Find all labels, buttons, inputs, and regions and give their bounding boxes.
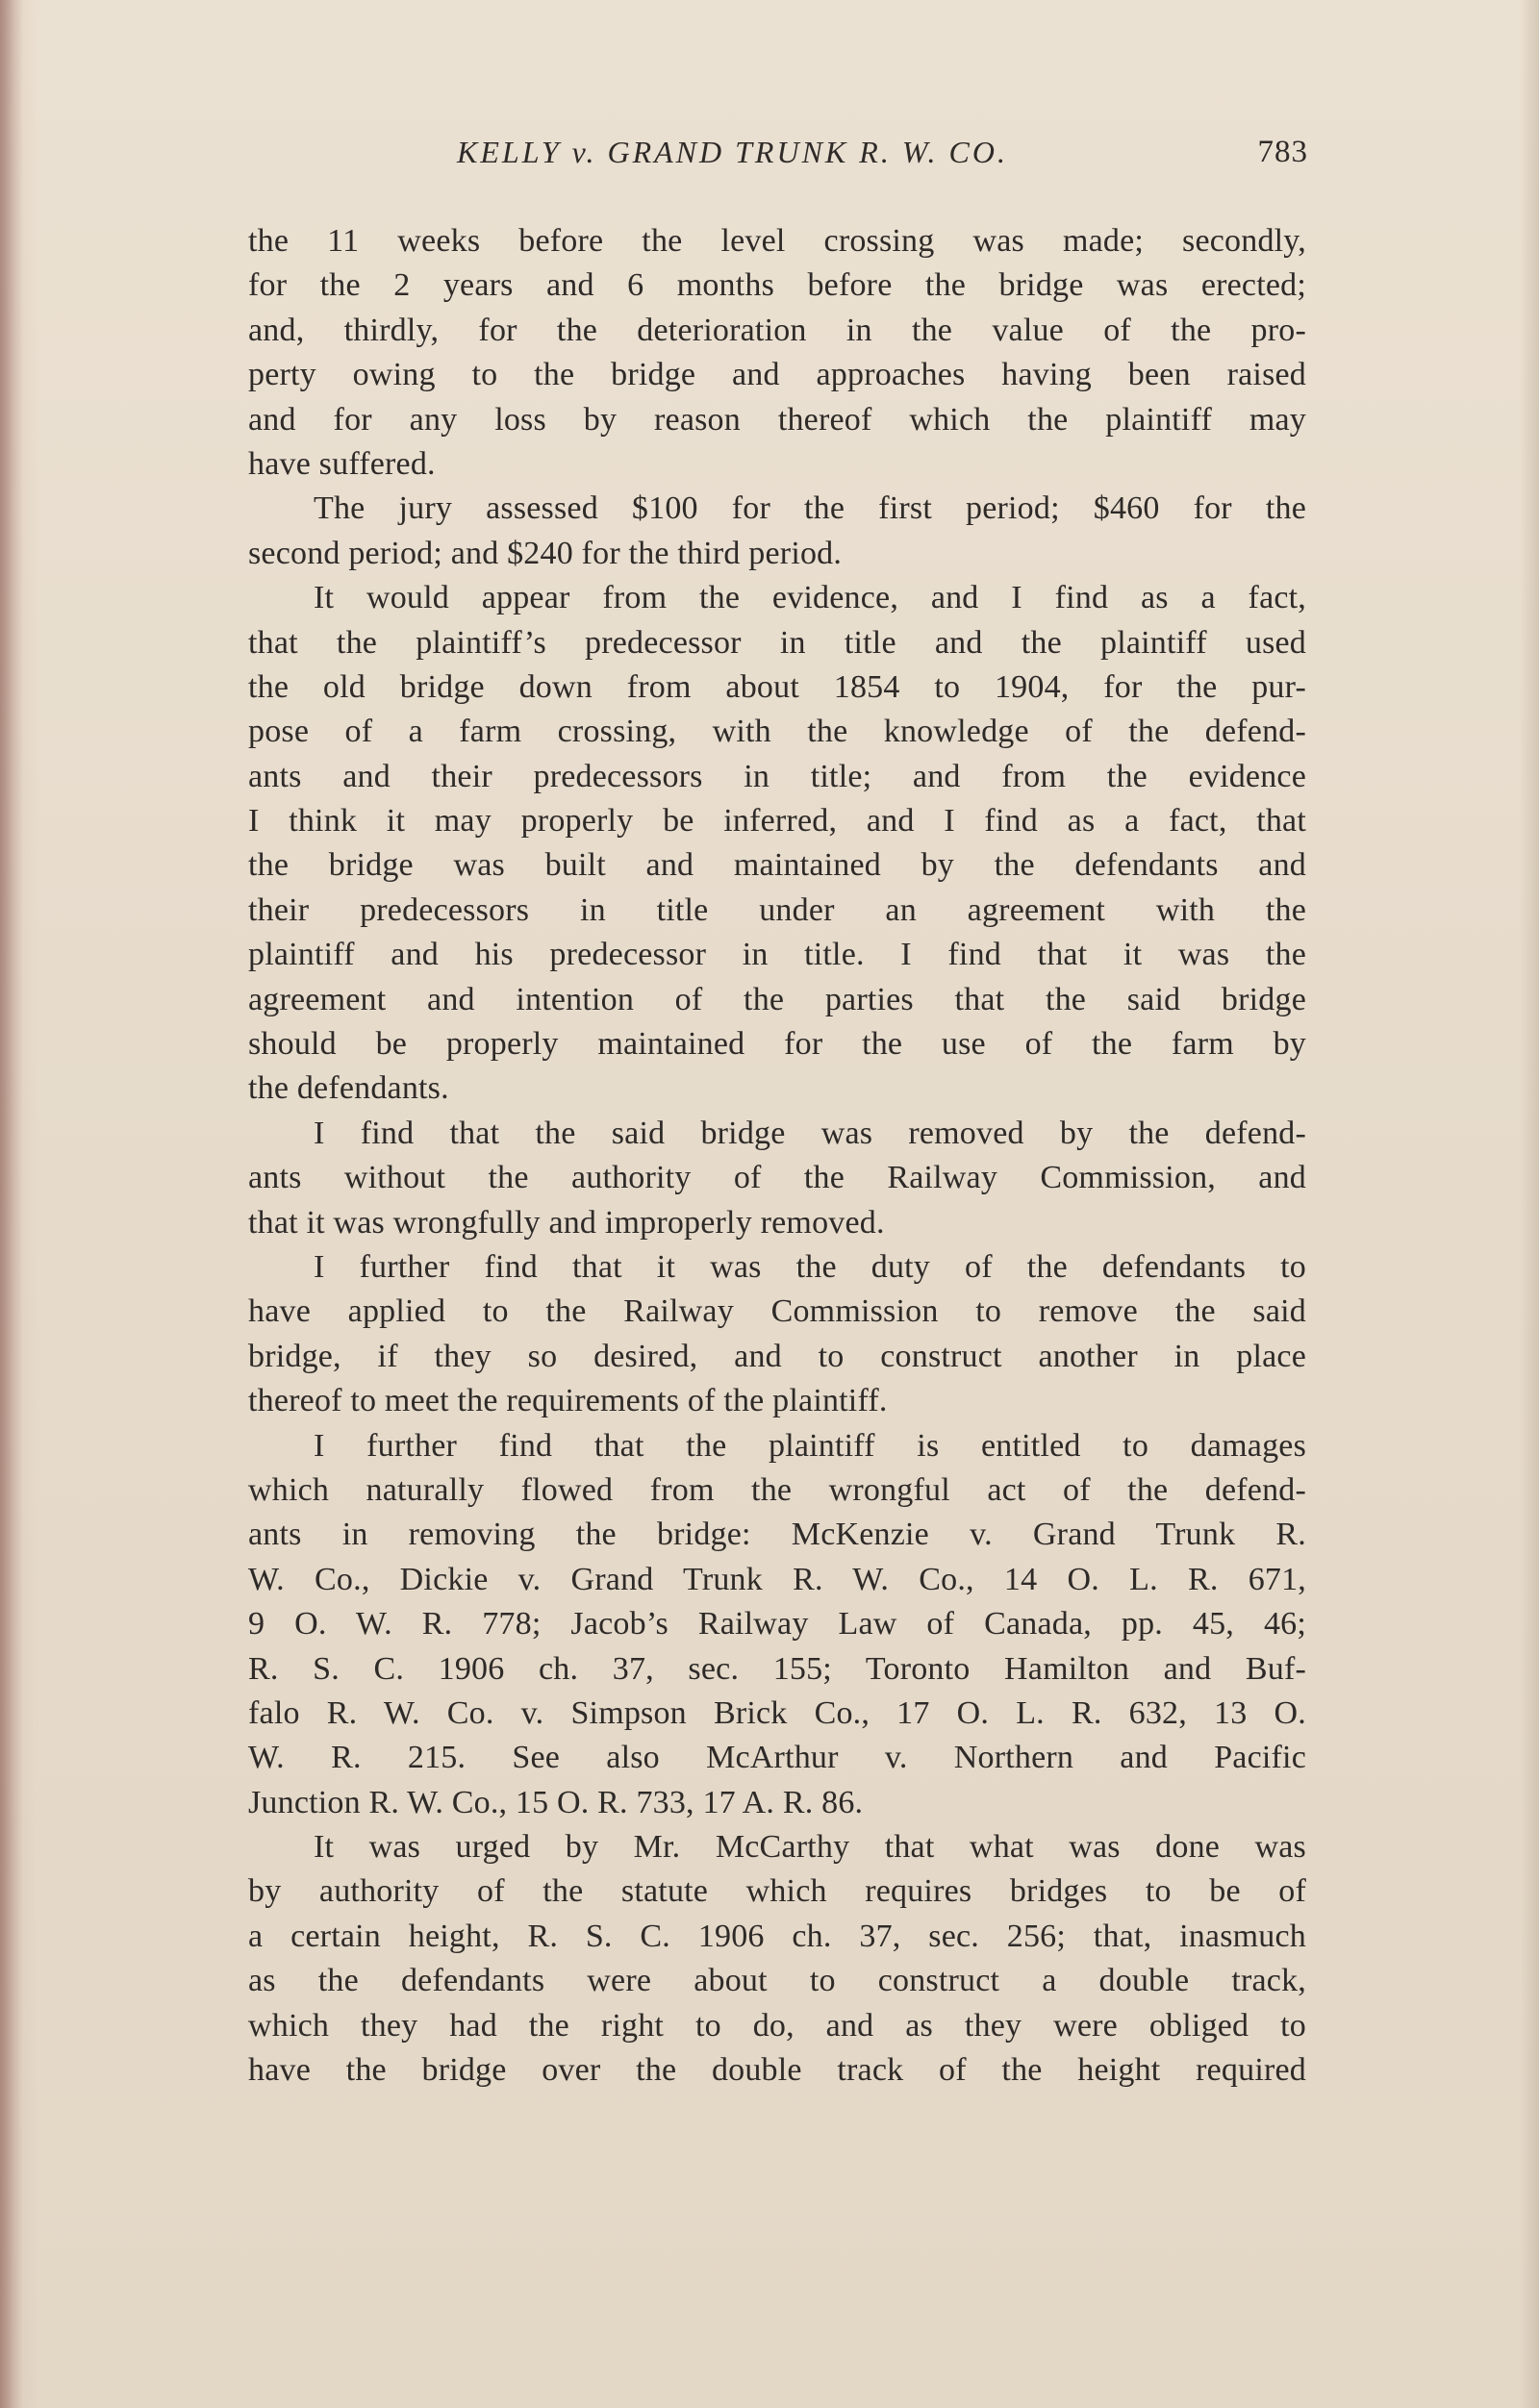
text-line: have suffered. (248, 445, 436, 482)
page-edge-shadow (1520, 0, 1539, 2408)
text-line: by authority of the statute which requires bridges to be of (248, 1873, 1306, 1910)
body-text (248, 219, 1306, 2093)
text-line: have the bridge over the double track of the height required (248, 2052, 1306, 2089)
running-header (250, 135, 1308, 183)
text-line: should be properly maintained for the use of the farm by (248, 1026, 1306, 1063)
text-line: a certain height, R. S. C. 1906 ch. 37, sec. 256; that, inasmuch (248, 1918, 1306, 1954)
page-number: 783 (1257, 135, 1308, 169)
text-line: their predecessors in title under an agreement with the (248, 891, 1306, 928)
text-line: bridge, if they so desired, and to construct another in place (248, 1338, 1306, 1374)
text-line: second period; and $240 for the third period. (248, 535, 843, 571)
text-line: The jury assessed $100 for the first period; $460 for the (314, 490, 1306, 527)
text-line: It was urged by Mr. McCarthy that what was done was (314, 1829, 1306, 1866)
text-line: the old bridge down from about 1854 to 1904, for the pur- (248, 668, 1306, 705)
text-line: and for any loss by reason thereof which the plaintiff may (248, 401, 1306, 438)
text-line: I find that the said bridge was removed by the defend- (314, 1115, 1306, 1151)
text-line: falo R. W. Co. v. Simpson Brick Co., 17 O. L. R. 632, 13 O. (248, 1694, 1306, 1731)
text-line: ants in removing the bridge: McKenzie v. Grand Trunk R. (248, 1517, 1306, 1553)
text-line: which they had the right to do, and as they were obliged to (248, 2007, 1306, 2044)
text-line: W. R. 215. See also McArthur v. Northern and Pacific (248, 1740, 1306, 1776)
text-line: the bridge was built and maintained by the defendants and (248, 847, 1306, 884)
text-line: ants without the authority of the Railway Commission, and (248, 1160, 1306, 1196)
text-line: as the defendants were about to construct a double track, (248, 1963, 1306, 1999)
text-line: I think it may properly be inferred, and I find as a fact, that (248, 803, 1306, 840)
text-line: thereof to meet the requirements of the plaintiff. (248, 1383, 888, 1419)
text-line: I further find that the plaintiff is entitled to damages (314, 1427, 1306, 1464)
text-line: and, thirdly, for the deterioration in the value of the pro- (248, 312, 1306, 348)
text-line: pose of a farm crossing, with the knowledge of the defend- (248, 714, 1306, 750)
text-line: W. Co., Dickie v. Grand Trunk R. W. Co., 14 O. L. R. 671, (248, 1561, 1306, 1597)
text-line: It would appear from the evidence, and I find as a fact, (314, 580, 1306, 616)
text-line: ants and their predecessors in title; and from the evidence (248, 758, 1306, 794)
page-gutter-shadow (0, 0, 23, 2408)
text-line: which naturally flowed from the wrongful act of the defend- (248, 1471, 1306, 1508)
text-line: have applied to the Railway Commission to remove the said (248, 1293, 1306, 1330)
text-line: that it was wrongfully and improperly removed. (248, 1204, 885, 1241)
text-line: plaintiff and his predecessor in title. I find that it was the (248, 937, 1306, 973)
text-line: R. S. C. 1906 ch. 37, sec. 155; Toronto Hamilton and Buf- (248, 1650, 1306, 1687)
text-line: that the plaintiff’s predecessor in title and the plaintiff used (248, 624, 1306, 661)
running-title: KELLY v. GRAND TRUNK R. W. CO. (457, 135, 1008, 169)
text-line: agreement and intention of the parties that the said bridge (248, 981, 1306, 1017)
text-line: Junction R. W. Co., 15 O. R. 733, 17 A. R. 86. (248, 1784, 864, 1820)
text-line: the defendants. (248, 1070, 449, 1107)
text-line: I further find that it was the duty of the defendants to (314, 1248, 1306, 1285)
text-line: the 11 weeks before the level crossing was made; secondly, (248, 223, 1306, 259)
text-line: 9 O. W. R. 778; Jacob’s Railway Law of Canada, pp. 45, 46; (248, 1606, 1306, 1643)
text-line: for the 2 years and 6 months before the bridge was erected; (248, 267, 1306, 304)
text-line: perty owing to the bridge and approaches having been raised (248, 357, 1306, 393)
